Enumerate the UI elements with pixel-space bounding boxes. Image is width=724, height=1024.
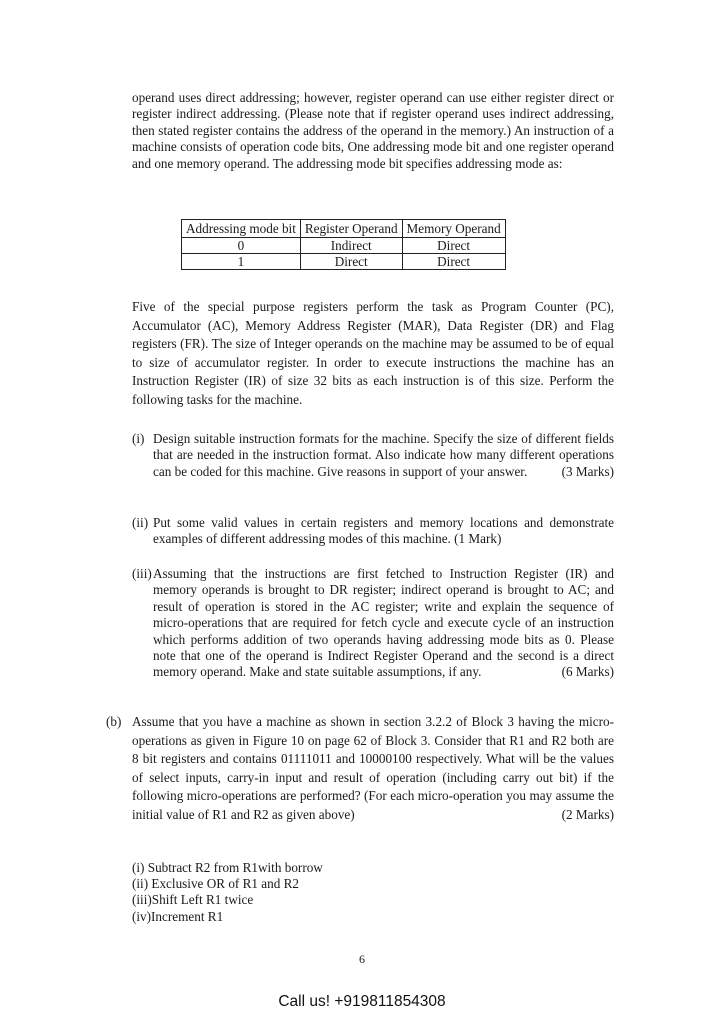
table-cell: Indirect (300, 238, 402, 254)
part-b-subitems (132, 860, 323, 925)
footer-contact: Call us! +919811854308 (278, 993, 446, 1010)
table-row (182, 238, 506, 254)
registers-paragraph: Five of the special purpose registers perform the task as Program Counter (PC), Accumulator (AC), Memory Address Register (MAR), Data Register (DR) and Flag registers (FR). The size of Integer operands on the machine may be assumed to be of equal to size of accumulator register. In order to execute instructions the machine has an Instruction Register (IR) of size 32 bits as each instruction is of this size. Perform the following tasks for the machine. (132, 299, 614, 407)
table-row (182, 254, 506, 270)
task-number: (i) (132, 431, 145, 446)
part-b-text (132, 713, 614, 825)
task-marks: (3 Marks) (561, 463, 614, 479)
task-text: Assuming that the instructions are first fetched to Instruction Register (IR) and memory operands is brought to DR register; indirect operand is brought to AC; and result of operation is stored in the AC register; write and explain the sequence of micro-operations that are required for fetch cycle and execute cycle of an instruction which performs addition of two operands having addressing mode bits as 0. Please note that one of the operand is Indirect Register Operand and the second is a direct memory operand. Make and state suitable assumptions, if any. (153, 566, 614, 680)
list-item: (i) Subtract R2 from R1with borrow (132, 860, 323, 875)
table-header: Memory Operand (402, 220, 505, 238)
addressing-mode-table (181, 219, 506, 270)
task-item (132, 566, 614, 681)
list-item: (iv)Increment R1 (132, 908, 224, 924)
task-item (132, 431, 614, 480)
task-body (153, 566, 614, 681)
part-b-marks: (2 Marks) (561, 806, 614, 822)
intro-paragraph: operand uses direct addressing; however, register operand can use either register direct or register indirect addressing. (Please note that if register operand uses indirect addressing, then stated register contains the address of the operand in the memory.) An instruction of a machine consists of operation code bits, One addressing mode bit and one register operand and one memory operand. The addressing mode bit specifies addressing mode as: (132, 90, 614, 171)
task-number: (iii) (132, 566, 152, 581)
table-cell: Direct (300, 254, 402, 270)
task-text: Design suitable instruction formats for the machine. Specify the size of different fields that are needed in the instruction format. Also indicate how many different operations can be coded for this machine. Give reasons in support of your answer. (153, 431, 614, 479)
task-body (153, 515, 614, 548)
table-cell: 1 (182, 254, 301, 270)
table-cell: Direct (402, 238, 505, 254)
task-marks: (6 Marks) (561, 664, 614, 680)
table-header-row (182, 220, 506, 238)
task-item (132, 515, 614, 548)
table-cell: 0 (182, 238, 301, 254)
task-text: Put some valid values in certain registers and memory locations and demonstrate examples of different addressing modes of this machine. (1 Mark) (153, 515, 614, 547)
table-cell: Direct (402, 254, 505, 270)
part-b-question: Assume that you have a machine as shown in section 3.2.2 of Block 3 having the micro-operations as given in Figure 10 on page 62 of Block 3. Consider that R1 and R2 both are 8 bit registers and contains 01111011 and 10000100 respectively. What will be the values of select inputs, carry-in input and result of operation (including carry out bit) if the following micro-operations are performed? (For each micro-operation you may assume the initial value of R1 and R2 as given above) (132, 714, 614, 822)
table-header: Addressing mode bit (182, 220, 301, 238)
table-header: Register Operand (300, 220, 402, 238)
part-b-label: (b) (106, 714, 122, 729)
task-body (153, 431, 614, 480)
list-item: (ii) Exclusive OR of R1 and R2 (132, 876, 300, 892)
task-number: (ii) (132, 515, 149, 530)
list-item: (iii)Shift Left R1 twice (132, 892, 254, 908)
page-number: 6 (359, 952, 365, 966)
